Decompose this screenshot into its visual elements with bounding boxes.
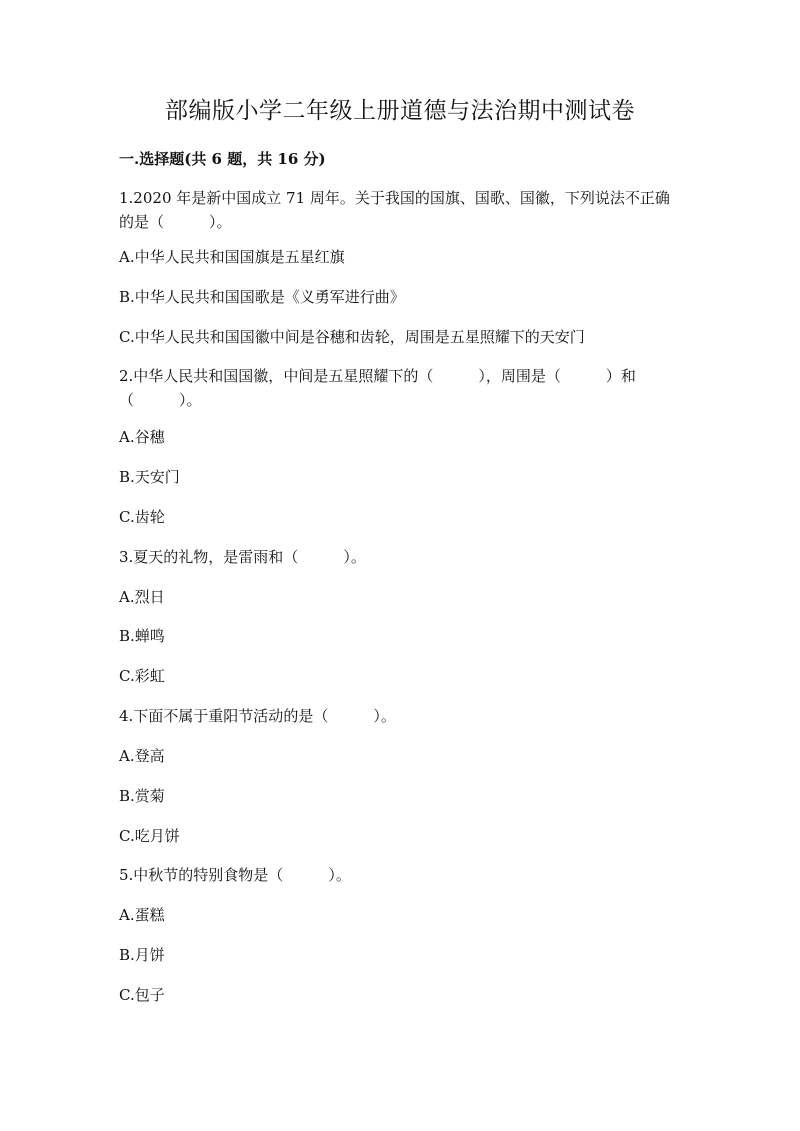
question-3-option-c: C.彩虹 xyxy=(119,667,165,685)
question-1-text: 1.2020 年是新中国成立 71 周年。关于我国的国旗、国歌、国徽，下列说法不正确的是（ ）。 xyxy=(119,189,670,231)
question-1-option-b: B.中华人民共和国国歌是《义勇军进行曲》 xyxy=(119,288,405,306)
exam-title: 部编版小学二年级上册道德与法治期中测试卷 xyxy=(165,98,635,124)
question-5-option-c: C.包子 xyxy=(119,986,165,1004)
question-3-option-a: A.烈日 xyxy=(119,588,165,606)
section-heading: 一.选择题(共 6 题，共 16 分) xyxy=(119,150,326,168)
question-2-option-c: C.齿轮 xyxy=(119,508,165,526)
question-4-option-c: C.吃月饼 xyxy=(119,827,180,845)
question-4-option-b: B.赏菊 xyxy=(119,787,165,805)
question-5-text: 5.中秋节的特别食物是（ ）。 xyxy=(119,866,351,884)
question-4-text: 4.下面不属于重阳节活动的是（ ）。 xyxy=(119,707,396,725)
question-3-text: 3.夏天的礼物，是雷雨和（ ）。 xyxy=(119,548,366,566)
question-2-text: 2.中华人民共和国国徽，中间是五星照耀下的（ ），周围是（ ）和（ ）。 xyxy=(119,367,636,409)
question-5-option-a: A.蛋糕 xyxy=(119,906,165,924)
question-1-option-c: C.中华人民共和国国徽中间是谷穗和齿轮，周围是五星照耀下的天安门 xyxy=(119,328,585,346)
question-2-option-a: A.谷穗 xyxy=(119,428,165,446)
question-3-option-b: B.蝉鸣 xyxy=(119,627,165,645)
question-2-option-b: B.天安门 xyxy=(119,468,180,486)
question-5-option-b: B.月饼 xyxy=(119,946,165,964)
question-4-option-a: A.登高 xyxy=(119,747,165,765)
question-1-option-a: A.中华人民共和国国旗是五星红旗 xyxy=(119,248,345,266)
